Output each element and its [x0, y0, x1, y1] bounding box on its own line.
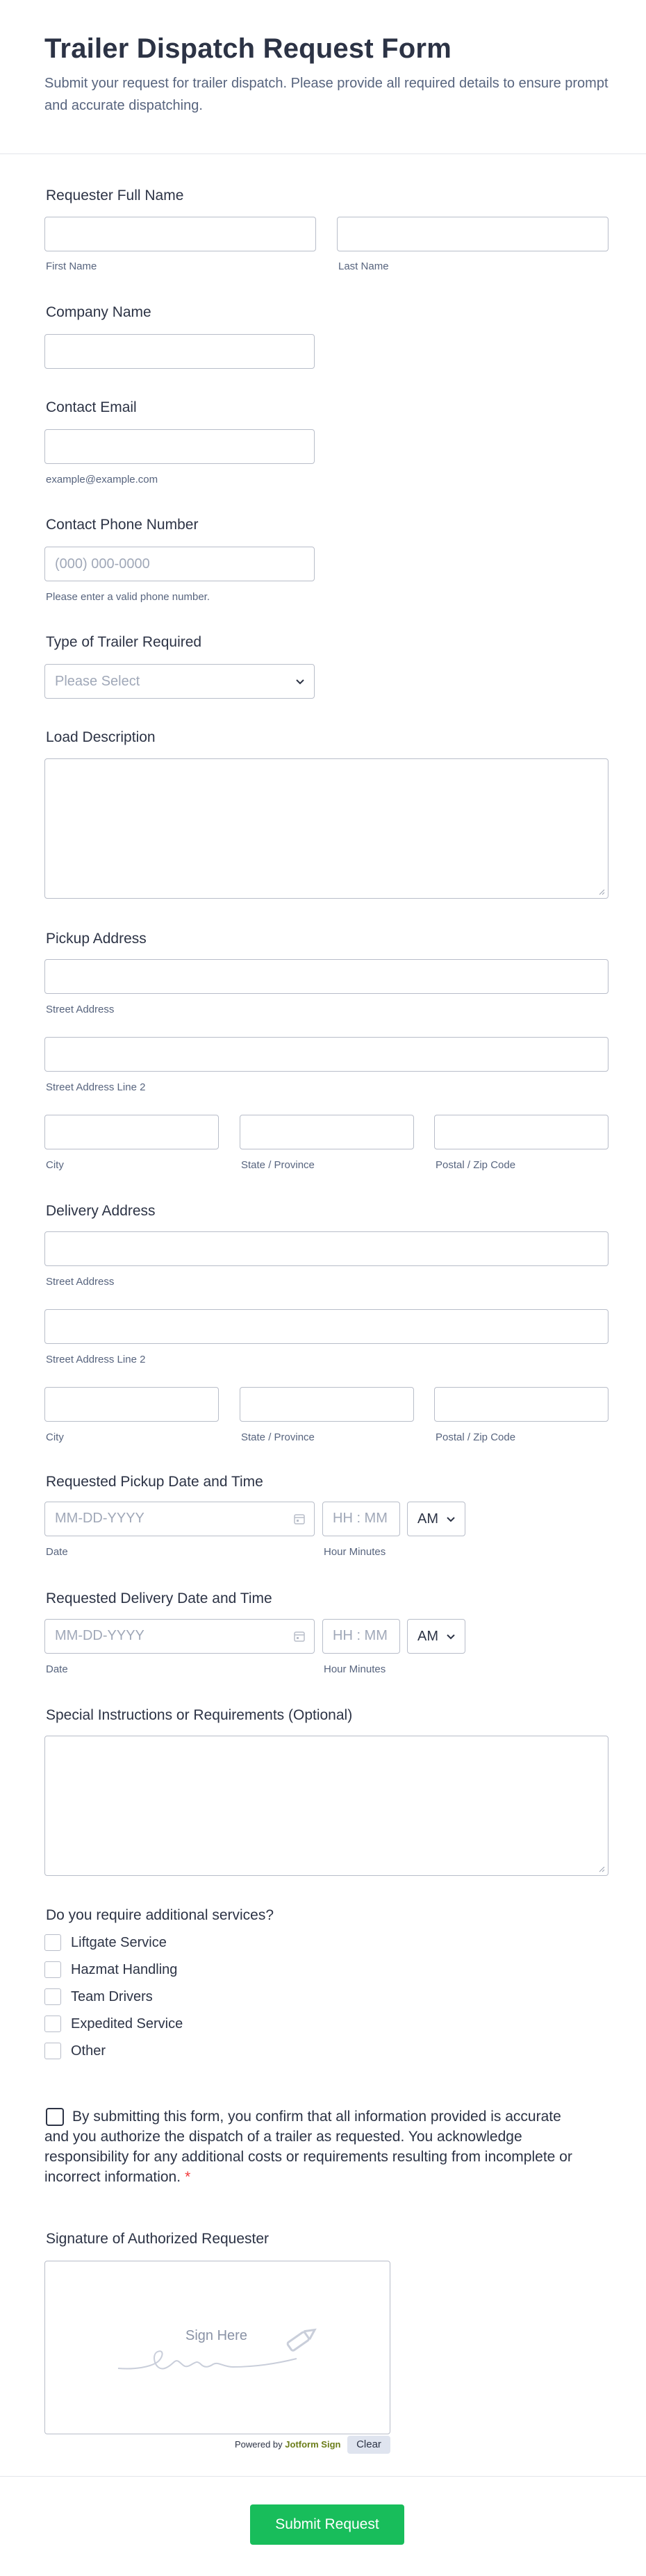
special-instructions-label: Special Instructions or Requirements (Optional) — [46, 1707, 353, 1723]
powered-prefix: Powered by — [235, 2439, 283, 2450]
service-option-label: Liftgate Service — [71, 1935, 167, 1950]
trailer-type-value: Please Select — [55, 674, 140, 689]
phone-sublabel: Please enter a valid phone number. — [46, 591, 210, 603]
resize-grip-icon[interactable] — [598, 1865, 605, 1872]
delivery-date-placeholder: MM-DD-YYYY — [55, 1628, 144, 1643]
delivery-time-input[interactable] — [322, 1619, 400, 1654]
special-instructions-textarea[interactable] — [44, 1736, 608, 1876]
pickup-datetime-label: Requested Pickup Date and Time — [46, 1474, 263, 1490]
chevron-down-icon — [295, 676, 306, 687]
pickup-street-input[interactable] — [44, 959, 608, 994]
service-option-label: Team Drivers — [71, 1989, 153, 2004]
delivery-street2-input[interactable] — [44, 1309, 608, 1344]
calendar-icon[interactable] — [293, 1630, 306, 1643]
jotform-sign-brand: Jotform Sign — [285, 2439, 341, 2450]
pickup-city-sublabel: City — [46, 1159, 64, 1171]
resize-grip-icon[interactable] — [598, 888, 605, 895]
consent-statement — [44, 2106, 572, 2187]
calendar-icon[interactable] — [293, 1513, 306, 1525]
checkbox[interactable] — [44, 1988, 61, 2005]
load-description-textarea[interactable] — [44, 758, 608, 899]
delivery-zip-sublabel: Postal / Zip Code — [436, 1431, 516, 1443]
email-sublabel: example@example.com — [46, 474, 158, 485]
trailer-type-select[interactable] — [44, 664, 315, 699]
sign-here-hint: Sign Here — [185, 2328, 247, 2343]
delivery-zip-input[interactable] — [434, 1387, 608, 1422]
checkbox[interactable] — [44, 1961, 61, 1978]
form-title: Trailer Dispatch Request Form — [44, 33, 452, 64]
delivery-ampm-value: AM — [417, 1629, 438, 1644]
contact-email-label: Contact Email — [46, 399, 137, 415]
first-name-sublabel: First Name — [46, 260, 97, 272]
company-name-input[interactable] — [44, 334, 315, 369]
signature-scribble-icon — [115, 2328, 323, 2377]
last-name-input[interactable] — [337, 217, 608, 251]
pickup-state-input[interactable] — [240, 1115, 414, 1149]
submit-button[interactable]: Submit Request — [250, 2504, 404, 2545]
pickup-date-input[interactable] — [44, 1502, 315, 1536]
delivery-date-sublabel: Date — [46, 1663, 68, 1675]
pickup-time-sublabel: Hour Minutes — [324, 1546, 386, 1558]
first-name-input[interactable] — [44, 217, 316, 251]
checkbox[interactable] — [44, 2016, 61, 2032]
consent-text: By submitting this form, you confirm that all information provided is accurate and you authorize the dispatch of a trailer as requested. You acknowledge responsibility for any additional costs or requirements resulting from incomplete or incorrect information. — [44, 2109, 572, 2185]
pickup-date-placeholder: MM-DD-YYYY — [55, 1511, 144, 1526]
company-name-label: Company Name — [46, 304, 151, 320]
delivery-datetime-label: Requested Delivery Date and Time — [46, 1590, 272, 1606]
checkbox[interactable] — [44, 1934, 61, 1951]
signature-pad[interactable] — [44, 2261, 390, 2434]
chevron-down-icon — [445, 1631, 456, 1642]
contact-phone-input[interactable] — [44, 547, 315, 581]
contact-email-input[interactable] — [44, 429, 315, 464]
pickup-street2-sublabel: Street Address Line 2 — [46, 1081, 146, 1093]
delivery-time-sublabel: Hour Minutes — [324, 1663, 386, 1675]
delivery-address-label: Delivery Address — [46, 1203, 156, 1219]
service-option-label: Expedited Service — [71, 2016, 183, 2031]
chevron-down-icon — [445, 1513, 456, 1524]
delivery-street-input[interactable] — [44, 1231, 608, 1266]
services-label: Do you require additional services? — [46, 1907, 274, 1923]
service-option-label: Hazmat Handling — [71, 1962, 178, 1977]
last-name-sublabel: Last Name — [338, 260, 389, 272]
load-description-label: Load Description — [46, 729, 156, 745]
pickup-address-label: Pickup Address — [46, 931, 147, 947]
pickup-zip-input[interactable] — [434, 1115, 608, 1149]
service-option-label: Other — [71, 2043, 106, 2059]
delivery-state-input[interactable] — [240, 1387, 414, 1422]
contact-phone-label: Contact Phone Number — [46, 517, 199, 533]
pickup-street2-input[interactable] — [44, 1037, 608, 1072]
clear-signature-button[interactable]: Clear — [347, 2436, 390, 2454]
pickup-time-input[interactable] — [322, 1502, 400, 1536]
pickup-date-sublabel: Date — [46, 1546, 68, 1558]
powered-by — [235, 2439, 340, 2450]
delivery-date-input[interactable] — [44, 1619, 315, 1654]
pickup-street-sublabel: Street Address — [46, 1004, 115, 1015]
pickup-state-sublabel: State / Province — [241, 1159, 315, 1171]
footer-divider — [0, 2476, 646, 2477]
checkbox[interactable] — [44, 2043, 61, 2059]
signature-label: Signature of Authorized Requester — [46, 2231, 270, 2247]
pickup-city-input[interactable] — [44, 1115, 219, 1149]
pickup-time-placeholder: HH : MM — [333, 1511, 388, 1526]
delivery-city-sublabel: City — [46, 1431, 64, 1443]
pickup-zip-sublabel: Postal / Zip Code — [436, 1159, 516, 1171]
delivery-time-placeholder: HH : MM — [333, 1628, 388, 1643]
pickup-ampm-value: AM — [417, 1511, 438, 1527]
trailer-type-label: Type of Trailer Required — [46, 634, 202, 650]
delivery-street2-sublabel: Street Address Line 2 — [46, 1354, 146, 1365]
required-mark: * — [185, 2169, 191, 2185]
delivery-ampm-select[interactable] — [407, 1619, 465, 1654]
form-header — [0, 0, 646, 154]
pickup-ampm-select[interactable] — [407, 1502, 465, 1536]
delivery-city-input[interactable] — [44, 1387, 219, 1422]
delivery-state-sublabel: State / Province — [241, 1431, 315, 1443]
form-description: Submit your request for trailer dispatch. Please provide all required details to ensure prompt and accurate dispatching. — [44, 76, 608, 113]
delivery-street-sublabel: Street Address — [46, 1276, 115, 1288]
requester-name-label: Requester Full Name — [46, 188, 184, 203]
